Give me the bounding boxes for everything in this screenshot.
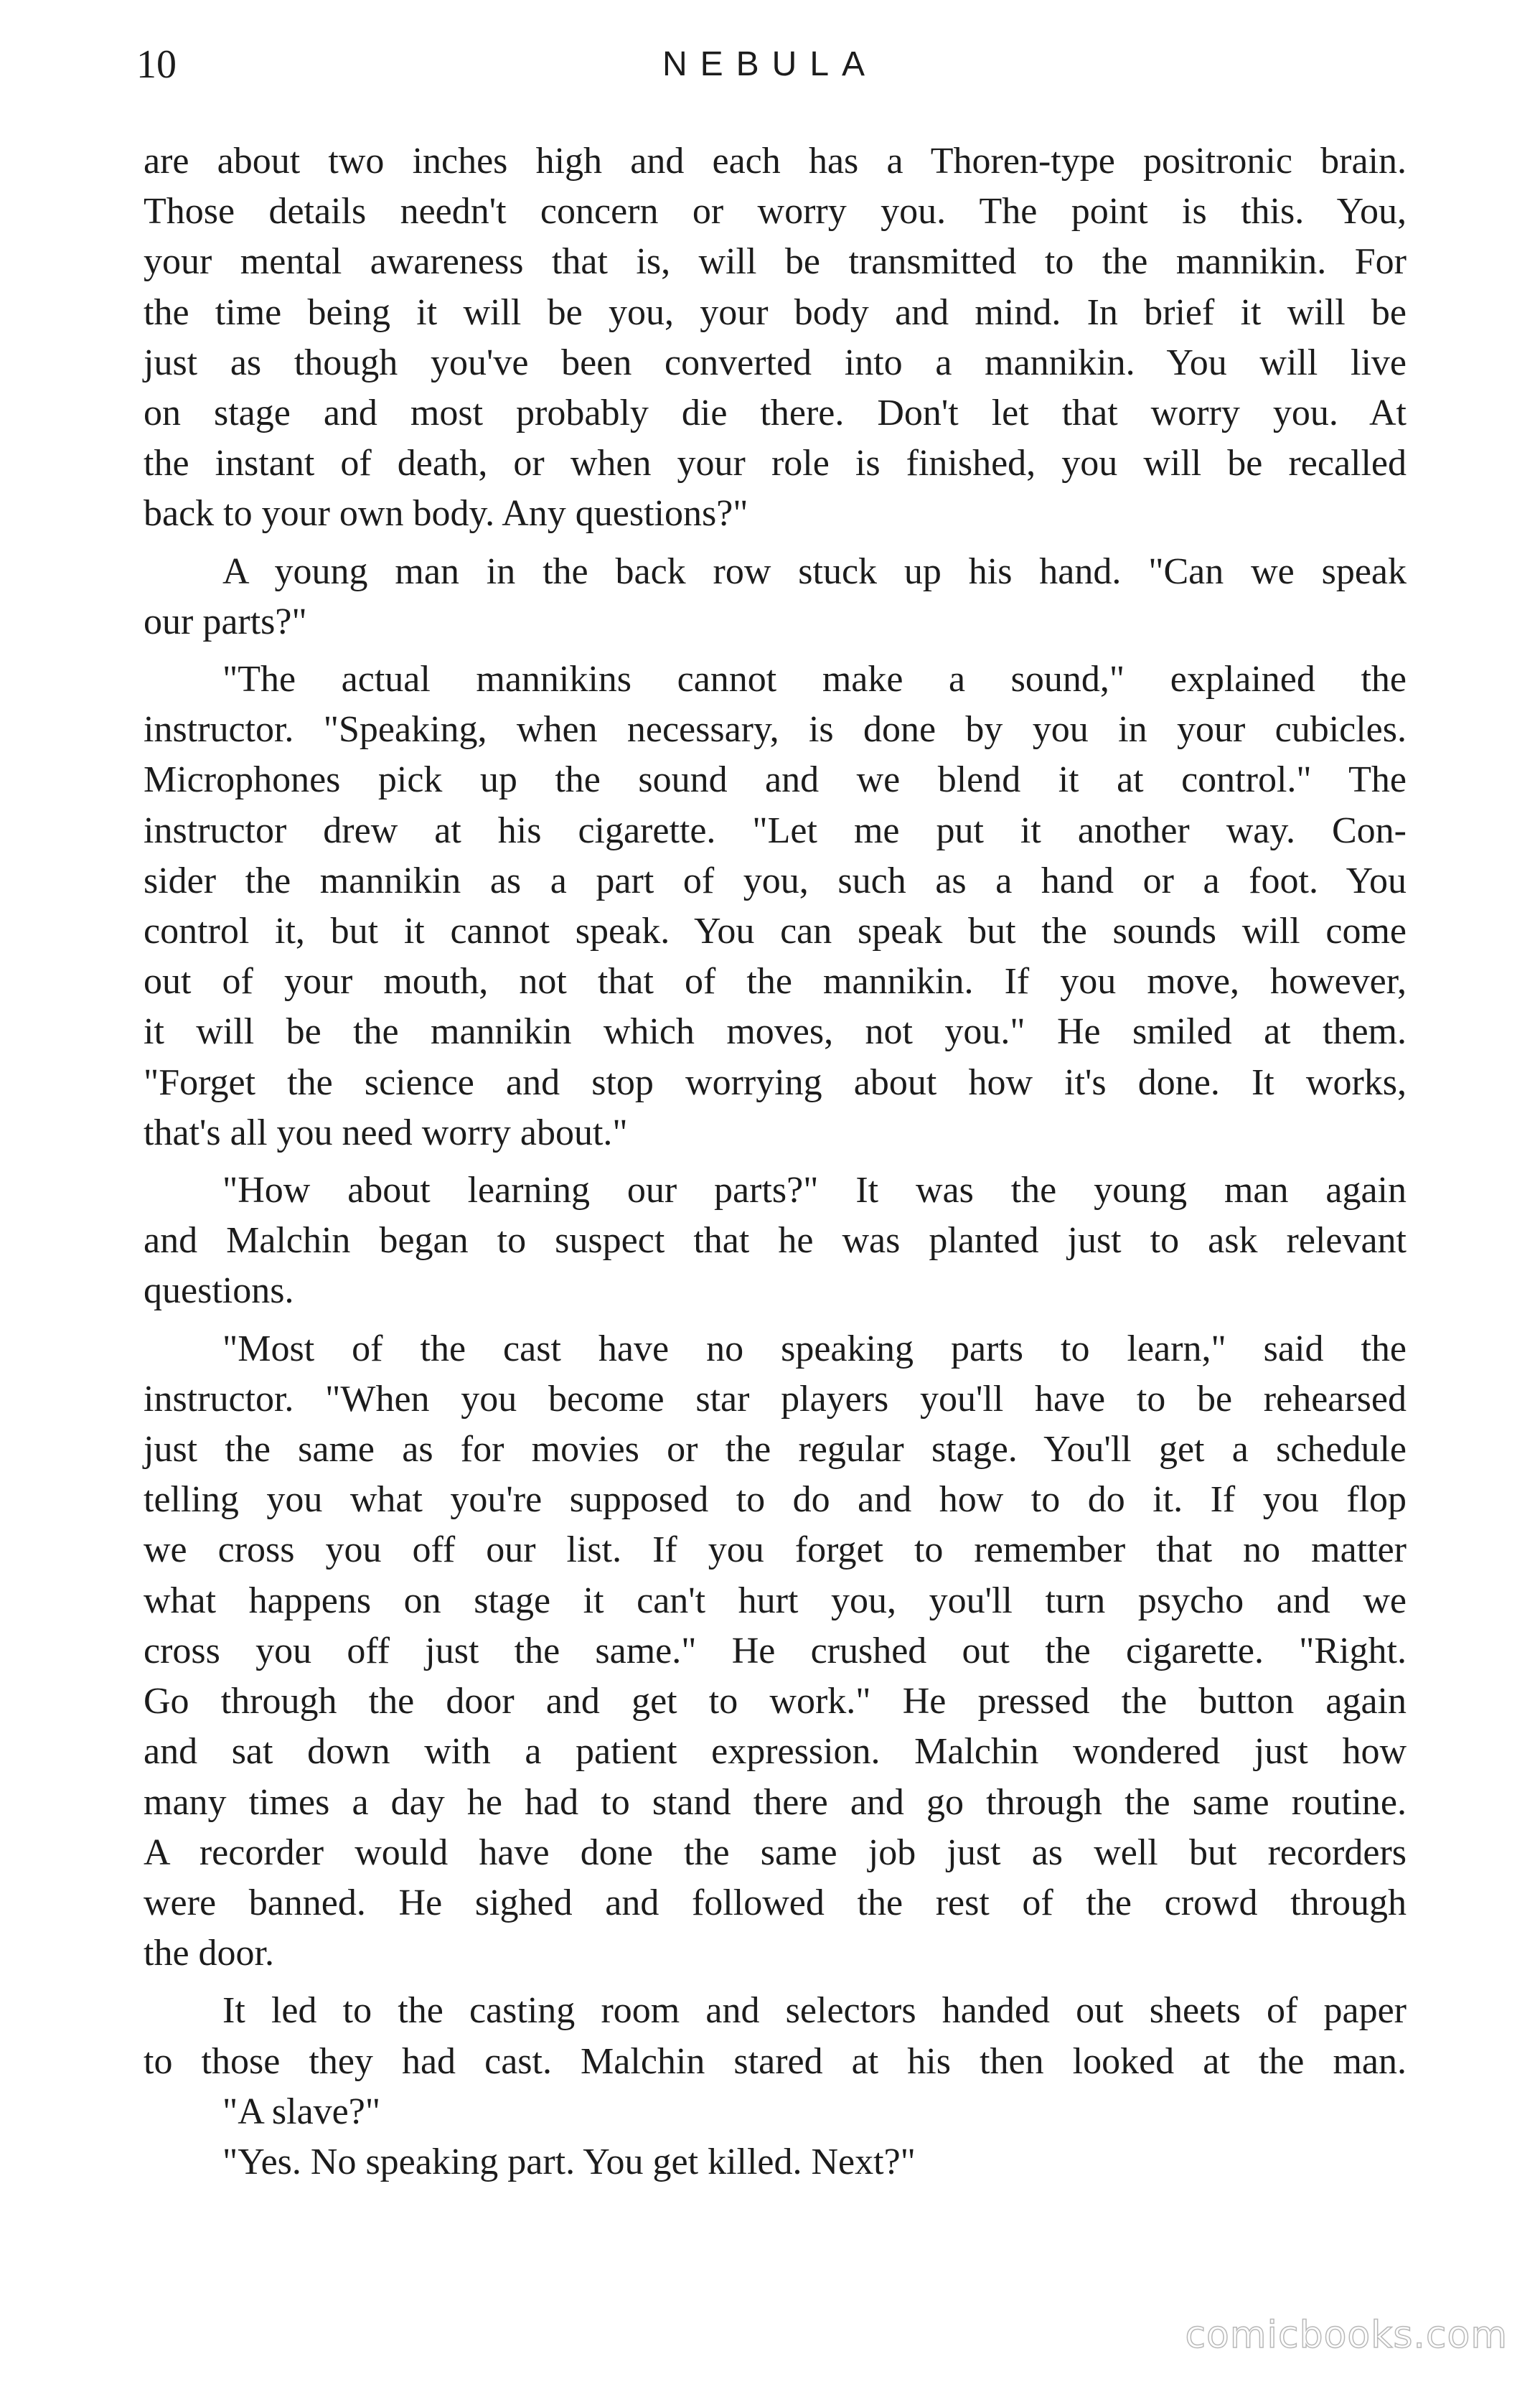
text-line: and sat down with a patient expression. Malchin wondered just how xyxy=(144,1731,1407,1773)
text-line: instructor. "When you become star players you'll have to be rehearsed xyxy=(144,1378,1407,1420)
text-line: that's all you need worry about." xyxy=(144,1112,628,1153)
text-line: just as though you've been converted into a mannikin. You will live xyxy=(144,342,1407,383)
text-line: Microphones pick up the sound and we blend it at control." The xyxy=(144,759,1407,801)
text-line: Those details needn't concern or worry you. The point is this. You, xyxy=(144,191,1407,233)
text-line: are about two inches high and each has a Thoren-type positronic brain. xyxy=(144,141,1407,182)
text-line: your mental awareness that is, will be transmitted to the mannikin. For xyxy=(144,241,1407,283)
text-line: sider the mannikin as a part of you, such as a hand or a foot. You xyxy=(144,860,1407,901)
running-title: NEBULA xyxy=(662,45,878,83)
text-line: cross you off just the same." He crushed out the cigarette. "Right. xyxy=(144,1630,1407,1671)
page-number: 10 xyxy=(136,42,177,87)
text-line: "A slave?" xyxy=(222,2091,381,2132)
text-line: instructor drew at his cigarette. "Let me put it another way. Con- xyxy=(144,810,1407,851)
text-line: were banned. He sighed and followed the rest of the crowd through xyxy=(144,1882,1407,1923)
watermark: comicbooks.com xyxy=(1185,2314,1508,2357)
text-line: instructor. "Speaking, when necessary, is done by you in your cubicles. xyxy=(144,709,1407,751)
text-line: many times a day he had to stand there and go through the same routine. xyxy=(144,1781,1407,1823)
text-line: A young man in the back row stuck up his hand. "Can we speak xyxy=(222,550,1407,592)
text-line: the time being it will be you, your body and mind. In brief it will be xyxy=(144,291,1407,333)
text-line: telling you what you're supposed to do and how to do it. If you flop xyxy=(144,1479,1407,1521)
text-line: control it, but it cannot speak. You can speak but the sounds will come xyxy=(144,911,1407,952)
text-line: questions. xyxy=(144,1270,294,1312)
text-line: what happens on stage it can't hurt you, you'll turn psycho and we xyxy=(144,1580,1407,1621)
text-line: out of your mouth, not that of the mannikin. If you move, however, xyxy=(144,961,1407,1003)
text-line: "Forget the science and stop worrying about how it's done. It works, xyxy=(144,1061,1407,1103)
text-line: the door. xyxy=(144,1933,274,1974)
text-line: our parts?" xyxy=(144,601,307,642)
text-line: it will be the mannikin which moves, not you." He smiled at them. xyxy=(144,1011,1407,1053)
text-line: "Yes. No speaking part. You get killed. Next?" xyxy=(222,2141,916,2182)
text-line: Go through the door and get to work." He pressed the button again xyxy=(144,1681,1407,1722)
text-line: "The actual mannikins cannot make a sound," explained the xyxy=(222,659,1407,700)
text-line: the instant of death, or when your role is finished, you will be recalled xyxy=(144,443,1407,484)
text-line: on stage and most probably die there. Don't let that worry you. At xyxy=(144,393,1407,434)
text-line: just the same as for movies or the regular stage. You'll get a schedule xyxy=(144,1429,1407,1470)
body-text xyxy=(144,136,1407,2187)
text-line: A recorder would have done the same job just as well but recorders xyxy=(144,1831,1407,1873)
text-line: and Malchin began to suspect that he was planted just to ask relevant xyxy=(144,1220,1407,1262)
text-line: It led to the casting room and selectors handed out sheets of paper xyxy=(222,1990,1407,2032)
text-line: "How about learning our parts?" It was the young man again xyxy=(222,1170,1407,1211)
text-line: to those they had cast. Malchin stared at his then looked at the man. xyxy=(144,2040,1407,2082)
text-line: we cross you off our list. If you forget to remember that no matter xyxy=(144,1529,1407,1571)
text-line: back to your own body. Any questions?" xyxy=(144,493,748,535)
text-line: "Most of the cast have no speaking parts to learn," said the xyxy=(222,1328,1407,1369)
